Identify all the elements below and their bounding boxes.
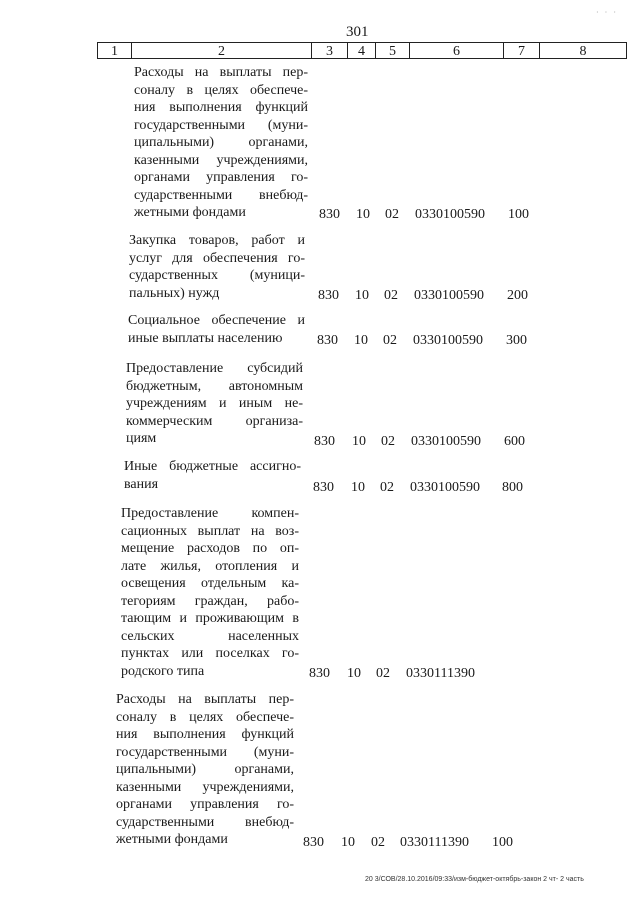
header-col-2: 2 [131, 42, 311, 59]
description-line: сударственными внебюд- [116, 814, 294, 830]
description-line: Иные бюджетные ассигно- [124, 459, 301, 474]
description-line: соналу в целях обеспече- [134, 82, 308, 98]
description-line: услуг для обеспечения го- [129, 250, 305, 266]
description-line: Социальное обеспечение и [128, 313, 305, 328]
cell-target-article: 0330100590 [413, 333, 483, 348]
cell-section: 10 [347, 666, 361, 681]
description-line: вания [124, 476, 159, 492]
cell-subsection: 02 [385, 207, 399, 222]
cell-expense-type: 800 [502, 480, 523, 495]
description-line: циям [126, 431, 157, 446]
cell-expense-type: 100 [508, 207, 529, 222]
description-line: учреждениям и иным не- [126, 396, 303, 411]
description-line: иные выплаты населению [128, 330, 283, 346]
cell-ministry: 830 [303, 835, 324, 850]
row-description [126, 360, 303, 448]
table-header [97, 42, 627, 60]
header-col-1: 1 [97, 42, 131, 59]
description-line: лате жилья, отопления и [121, 558, 299, 574]
description-line: Расходы на выплаты пер- [134, 65, 308, 80]
row-description [128, 312, 305, 347]
cell-target-article: 0330111390 [406, 666, 475, 681]
description-line: тегориям граждан, рабо- [121, 593, 299, 609]
description-line: сударственными внебюд- [134, 187, 308, 203]
footer-note: 20 3/СОВ/28.10.2016/09:33/изм-бюджет-октябрь-закон 2 чт- 2 часть [365, 876, 584, 883]
description-line: ния выполнения функций [116, 727, 294, 742]
cell-expense-type: 100 [492, 835, 513, 850]
description-line: сударственных (муници- [129, 268, 305, 283]
row-description [121, 505, 299, 680]
cell-ministry: 830 [318, 288, 339, 303]
description-line: родского типа [121, 663, 205, 679]
cell-section: 10 [352, 434, 366, 449]
header-col-8: 8 [539, 42, 627, 59]
description-line: Расходы на выплаты пер- [116, 692, 294, 707]
header-col-3: 3 [311, 42, 347, 59]
cell-section: 10 [341, 835, 355, 850]
description-line: органами управления го- [116, 797, 294, 812]
description-line: пальных) нужд [129, 285, 220, 301]
description-line: сационных выплат на воз- [121, 523, 299, 539]
description-line: Предоставление компен- [121, 506, 299, 521]
description-line: освещения отдельным ка- [121, 576, 299, 591]
cell-subsection: 02 [371, 835, 385, 850]
cell-target-article: 0330111390 [400, 835, 469, 850]
cell-target-article: 0330100590 [415, 207, 485, 222]
cell-section: 10 [355, 288, 369, 303]
row-description [134, 64, 308, 222]
description-line: коммерческим организа- [126, 413, 303, 429]
cell-expense-type: 200 [507, 288, 528, 303]
description-line: соналу в целях обеспече- [116, 709, 294, 725]
cell-section: 10 [354, 333, 368, 348]
header-col-4: 4 [347, 42, 375, 59]
row-description [124, 458, 301, 493]
header-col-5: 5 [375, 42, 409, 59]
description-line: Предоставление субсидий [126, 361, 303, 376]
cell-section: 10 [351, 480, 365, 495]
cell-ministry: 830 [309, 666, 330, 681]
cell-ministry: 830 [314, 434, 335, 449]
row-description [129, 232, 305, 302]
page-number: 301 [346, 24, 369, 40]
corner-mark: · · · [596, 8, 618, 17]
description-line: ципальными) органами, [134, 135, 308, 150]
header-col-6: 6 [409, 42, 503, 59]
description-line: государственными (муни- [116, 744, 294, 760]
description-line: сельских населенных [121, 628, 299, 644]
description-line: бюджетным, автономным [126, 378, 303, 394]
cell-expense-type: 600 [504, 434, 525, 449]
cell-subsection: 02 [376, 666, 390, 681]
description-line: жетными фондами [134, 205, 246, 220]
cell-ministry: 830 [319, 207, 340, 222]
description-line: Закупка товаров, работ и [129, 233, 305, 248]
description-line: органами управления го- [134, 170, 308, 185]
cell-subsection: 02 [380, 480, 394, 495]
cell-subsection: 02 [384, 288, 398, 303]
description-line: пунктах или поселках го- [121, 646, 299, 661]
description-line: ния выполнения функций [134, 100, 308, 115]
cell-target-article: 0330100590 [411, 434, 481, 449]
description-line: мещение расходов по оп- [121, 541, 299, 556]
cell-ministry: 830 [313, 480, 334, 495]
cell-section: 10 [356, 207, 370, 222]
cell-expense-type: 300 [506, 333, 527, 348]
description-line: казенными учреждениями, [134, 152, 308, 168]
description-line: государственными (муни- [134, 117, 308, 133]
cell-subsection: 02 [383, 333, 397, 348]
row-description [116, 691, 294, 849]
cell-subsection: 02 [381, 434, 395, 449]
cell-target-article: 0330100590 [414, 288, 484, 303]
cell-target-article: 0330100590 [410, 480, 480, 495]
description-line: тающим и проживающим в [121, 611, 299, 626]
cell-ministry: 830 [317, 333, 338, 348]
description-line: жетными фондами [116, 832, 228, 847]
header-col-7: 7 [503, 42, 539, 59]
description-line: казенными учреждениями, [116, 779, 294, 795]
description-line: ципальными) органами, [116, 762, 294, 777]
